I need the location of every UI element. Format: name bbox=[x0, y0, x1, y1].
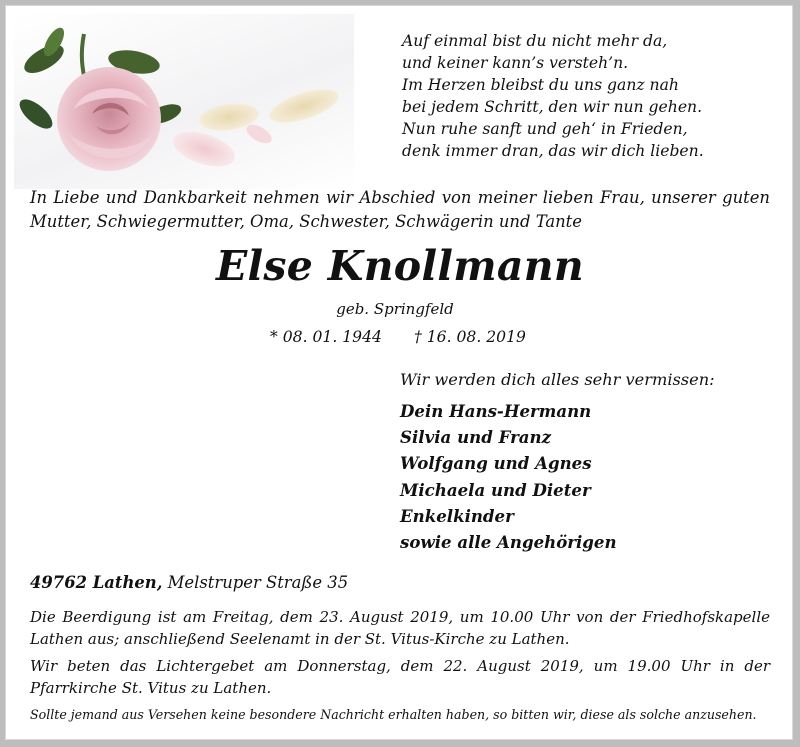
funeral-line: Lathen aus; anschließend Seelenamt in der St. Vitus-Kirche zu Lathen. bbox=[30, 629, 570, 648]
maiden-name: geb. Springfeld bbox=[336, 300, 454, 318]
death-date: † 16. 08. 2019 bbox=[414, 328, 526, 346]
mourners-intro: Wir werden dich alles sehr vermissen: bbox=[400, 370, 715, 389]
list-item: Dein Hans-Hermann bbox=[400, 401, 592, 421]
prayer-line: Wir beten das Lichtergebet am Donnerstag, dem 22. August 2019, um 19.00 Uhr in der bbox=[30, 657, 770, 675]
birth-date: * 08. 01. 1944 bbox=[270, 328, 382, 346]
rose-image bbox=[14, 14, 354, 189]
list-item: Silvia und Franz bbox=[400, 427, 552, 448]
list-item: Enkelkinder bbox=[400, 505, 514, 526]
prayer-line: Pfarrkirche St. Vitus zu Lathen. bbox=[30, 678, 272, 697]
intro-line: Mutter, Schwiegermutter, Oma, Schwester, Schwägerin und Tante bbox=[30, 212, 582, 231]
poem-line: Im Herzen bleibst du uns ganz nah bbox=[402, 76, 679, 94]
mourners-list bbox=[400, 398, 617, 555]
deceased-name: Else Knollmann bbox=[216, 242, 584, 290]
intro-text bbox=[30, 186, 770, 234]
list-item: sowie alle Angehörigen bbox=[400, 532, 617, 553]
address-street: Melstruper Straße 35 bbox=[167, 573, 349, 592]
poem-line: denk immer dran, das wir dich lieben. bbox=[402, 142, 704, 160]
poem bbox=[402, 30, 732, 162]
rose-icon bbox=[14, 14, 354, 189]
poem-line: Nun ruhe sanft und geh‘ in Frieden, bbox=[402, 120, 688, 138]
poem-line: und keiner kann’s versteh’n. bbox=[402, 54, 629, 72]
notice-note: Sollte jemand aus Versehen keine besondere Nachricht erhalten haben, so bitten wir, diese als solche anzusehen. bbox=[30, 707, 757, 722]
list-item: Wolfgang und Agnes bbox=[400, 453, 592, 474]
list-item: Michaela und Dieter bbox=[400, 479, 591, 500]
life-dates bbox=[270, 326, 570, 348]
address bbox=[30, 571, 348, 595]
funeral-info bbox=[30, 607, 770, 650]
poem-line: Auf einmal bist du nicht mehr da, bbox=[402, 32, 668, 50]
poem-line: bei jedem Schritt, den wir nun gehen. bbox=[402, 98, 703, 116]
funeral-line: Die Beerdigung ist am Freitag, dem 23. August 2019, um 10.00 Uhr von der Friedhofskapelle bbox=[30, 608, 770, 626]
intro-line: In Liebe und Dankbarkeit nehmen wir Abschied von meiner lieben Frau, unserer guten bbox=[30, 188, 770, 207]
address-city: 49762 Lathen, bbox=[30, 573, 163, 592]
prayer-info bbox=[30, 656, 770, 699]
